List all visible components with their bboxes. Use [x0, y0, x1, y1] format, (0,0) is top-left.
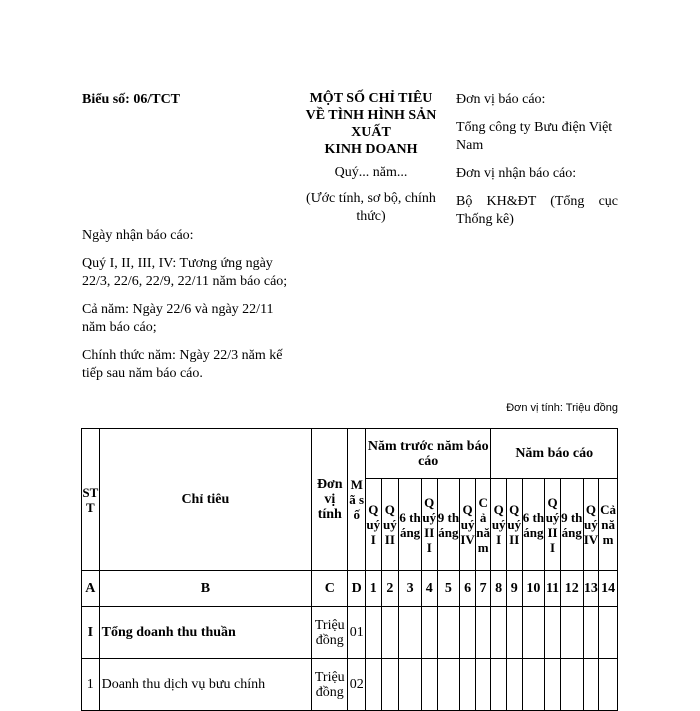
unit-note: Đơn vị tính: Triệu đồng — [506, 402, 618, 414]
header-stt: STT — [82, 429, 100, 571]
header-code: Mã số — [348, 429, 366, 571]
subheader-period: Quý III — [421, 479, 437, 571]
report-title-line: KINH DOANH — [324, 142, 418, 157]
column-number: 4 — [421, 571, 437, 607]
receiving-unit-label: Đơn vị nhận báo cáo: — [456, 166, 577, 181]
column-number: 3 — [399, 571, 422, 607]
column-letter: C — [312, 571, 348, 607]
row-indicator: Tổng doanh thu thuần — [99, 607, 312, 659]
header-unit: Đơn vị tính — [312, 429, 348, 571]
value-cell[interactable] — [399, 607, 422, 659]
column-number: 10 — [522, 571, 545, 607]
value-cell[interactable] — [506, 659, 522, 711]
row-stt: 1 — [82, 659, 100, 711]
value-cell[interactable] — [560, 607, 583, 659]
unit-info-block — [456, 91, 618, 229]
value-cell[interactable] — [437, 607, 460, 659]
value-cell[interactable] — [583, 607, 599, 659]
value-cell[interactable] — [366, 607, 382, 659]
subheader-period: Quý II — [506, 479, 522, 571]
value-cell[interactable] — [491, 659, 507, 711]
estimate-note: (Ước tính, sơ bộ, chính thức) — [306, 191, 436, 224]
value-cell[interactable] — [381, 607, 399, 659]
column-letter: B — [99, 571, 312, 607]
column-number: 12 — [560, 571, 583, 607]
value-cell[interactable] — [491, 607, 507, 659]
column-number: 6 — [460, 571, 476, 607]
table-row — [82, 659, 618, 711]
column-number: 8 — [491, 571, 507, 607]
value-cell[interactable] — [545, 659, 561, 711]
column-number: 7 — [475, 571, 491, 607]
column-number: 14 — [599, 571, 618, 607]
value-cell[interactable] — [599, 607, 618, 659]
column-number: 9 — [506, 571, 522, 607]
subheader-period: Quý I — [491, 479, 507, 571]
receipt-official: Chính thức năm: Ngày 22/3 năm kế tiếp sau năm báo cáo. — [82, 348, 283, 381]
row-code: 02 — [348, 659, 366, 711]
value-cell[interactable] — [583, 659, 599, 711]
row-unit: Triệu đồng — [312, 659, 348, 711]
receipt-quarters: Quý I, II, III, IV: Tương ứng ngày 22/3, 22/6, 22/9, 22/11 năm báo cáo; — [82, 256, 288, 289]
receiving-unit: Bộ KH&ĐT (Tổng cục Thống kê) — [456, 194, 618, 227]
row-unit: Triệu đồng — [312, 607, 348, 659]
value-cell[interactable] — [522, 659, 545, 711]
column-letter: A — [82, 571, 100, 607]
value-cell[interactable] — [460, 659, 476, 711]
subheader-period: Quý III — [545, 479, 561, 571]
receipt-year: Cả năm: Ngày 22/6 và ngày 22/11 năm báo cáo; — [82, 302, 274, 335]
report-title-line: VỀ TÌNH HÌNH SẢN — [305, 108, 437, 123]
value-cell[interactable] — [366, 659, 382, 711]
subheader-period: Quý II — [381, 479, 399, 571]
row-code: 01 — [348, 607, 366, 659]
subheader-period: 9 tháng — [437, 479, 460, 571]
value-cell[interactable] — [421, 607, 437, 659]
value-cell[interactable] — [421, 659, 437, 711]
subheader-period: Cả năm — [475, 479, 491, 571]
header-report-year: Năm báo cáo — [491, 429, 618, 479]
value-cell[interactable] — [437, 659, 460, 711]
column-number: 1 — [366, 571, 382, 607]
subheader-period: Quý IV — [460, 479, 476, 571]
subheader-period: Quý IV — [583, 479, 599, 571]
value-cell[interactable] — [522, 607, 545, 659]
subheader-period: Cả năm — [599, 479, 618, 571]
column-number: 5 — [437, 571, 460, 607]
value-cell[interactable] — [599, 659, 618, 711]
reporting-unit-label: Đơn vị báo cáo: — [456, 92, 546, 107]
value-cell[interactable] — [475, 659, 491, 711]
subheader-period: 9 tháng — [560, 479, 583, 571]
report-title-block — [300, 90, 442, 226]
receipt-label: Ngày nhận báo cáo: — [82, 228, 194, 243]
value-cell[interactable] — [399, 659, 422, 711]
row-indicator: Doanh thu dịch vụ bưu chính — [99, 659, 312, 711]
value-cell[interactable] — [381, 659, 399, 711]
value-cell[interactable] — [460, 607, 476, 659]
value-cell[interactable] — [560, 659, 583, 711]
report-title-line: XUẤT — [351, 125, 391, 140]
reporting-unit: Tổng công ty Bưu điện Việt Nam — [456, 120, 613, 153]
report-period: Quý... năm... — [334, 165, 408, 180]
table-row — [82, 607, 618, 659]
header-indicator: Chỉ tiêu — [99, 429, 312, 571]
receipt-info-block — [82, 227, 292, 383]
subheader-period: 6 tháng — [522, 479, 545, 571]
column-number: 11 — [545, 571, 561, 607]
subheader-period: 6 tháng — [399, 479, 422, 571]
value-cell[interactable] — [545, 607, 561, 659]
column-number: 2 — [381, 571, 399, 607]
header-prev-year: Năm trước năm báo cáo — [366, 429, 491, 479]
indicator-table — [81, 428, 618, 711]
form-code: Biểu số: 06/TCT — [82, 92, 181, 107]
column-letter: D — [348, 571, 366, 607]
value-cell[interactable] — [506, 607, 522, 659]
value-cell[interactable] — [475, 607, 491, 659]
row-stt: I — [82, 607, 100, 659]
report-title-line: MỘT SỐ CHỈ TIÊU — [309, 91, 433, 106]
subheader-period: Quý I — [366, 479, 382, 571]
column-number: 13 — [583, 571, 599, 607]
